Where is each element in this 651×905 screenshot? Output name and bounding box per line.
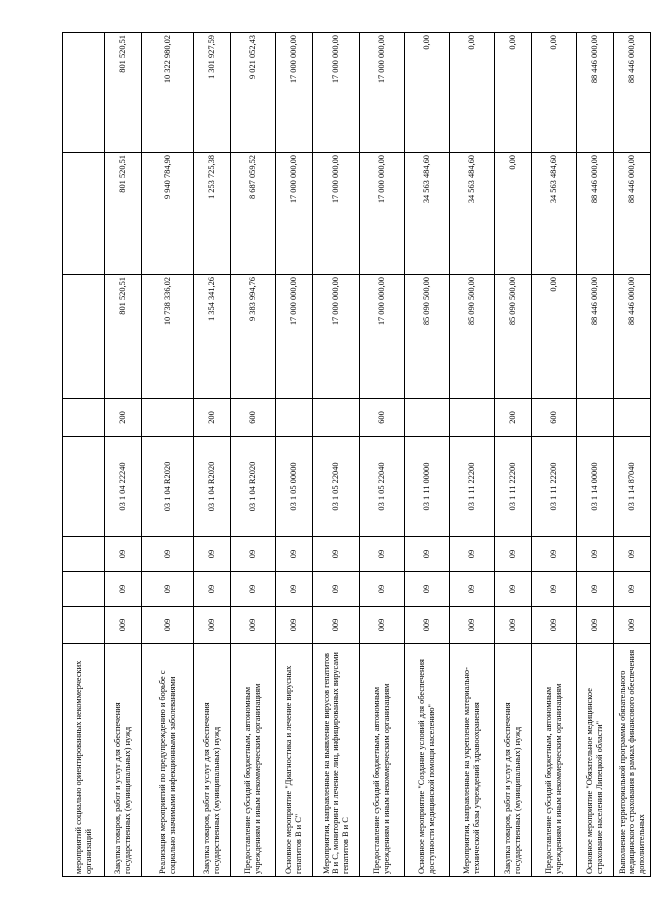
amount-year2-cell: 34 563 484,60 <box>405 153 450 275</box>
podrazdel-cell: 09 <box>360 537 405 572</box>
amount-year2-cell: 17 000 000,00 <box>276 153 313 275</box>
target-article-cell: 03 1 04 R2020 <box>231 437 276 537</box>
expense-type-cell <box>142 399 194 437</box>
target-article-cell <box>63 437 105 537</box>
table-row <box>360 33 405 877</box>
row-name-cell: Выполнение территориальной программы обязательного медицинского страхования в рамках финансового обеспечения дополнительных <box>614 644 651 877</box>
razdel-cell: 09 <box>194 572 231 607</box>
expense-type-cell <box>276 399 313 437</box>
razdel-cell: 09 <box>313 572 360 607</box>
amount-year1-cell: 1 354 341,26 <box>194 275 231 399</box>
amount-year2-cell: 34 563 484,60 <box>532 153 577 275</box>
row-name-cell: Основное мероприятие "Создание условий для обеспечения доступности медицинской помощи населению" <box>405 644 450 877</box>
podrazdel-cell: 09 <box>614 537 651 572</box>
row-name-cell: мероприятий социально ориентированных некоммерческих организаций <box>63 644 105 877</box>
row-name-cell: Предоставление субсидий бюджетным, автономным учреждениям и иным некоммерческим организациям <box>231 644 276 877</box>
grbs-cell: 009 <box>614 607 651 644</box>
amount-year2-cell: 0,00 <box>495 153 532 275</box>
table-row <box>450 33 495 877</box>
amount-year2-cell: 8 687 059,52 <box>231 153 276 275</box>
table-row <box>63 33 105 877</box>
razdel-cell: 09 <box>360 572 405 607</box>
amount-year1-cell: 17 000 000,00 <box>276 275 313 399</box>
expense-type-cell: 600 <box>360 399 405 437</box>
row-name-cell: Мероприятия, направленные на укрепление материально-технической базы учреждений здравоохранения <box>450 644 495 877</box>
target-article-cell: 03 1 14 87040 <box>614 437 651 537</box>
expense-type-cell <box>313 399 360 437</box>
table-row <box>313 33 360 877</box>
amount-year2-cell: 17 000 000,00 <box>360 153 405 275</box>
podrazdel-cell: 09 <box>142 537 194 572</box>
grbs-cell: 009 <box>313 607 360 644</box>
amount-year3-cell: 17 000 000,00 <box>276 33 313 153</box>
amount-year3-cell <box>63 33 105 153</box>
podrazdel-cell: 09 <box>577 537 614 572</box>
amount-year3-cell: 0,00 <box>495 33 532 153</box>
target-article-cell: 03 1 04 22240 <box>105 437 142 537</box>
target-article-cell: 03 1 11 22200 <box>495 437 532 537</box>
razdel-cell: 09 <box>142 572 194 607</box>
expense-type-cell: 200 <box>194 399 231 437</box>
amount-year1-cell: 85 090 500,00 <box>405 275 450 399</box>
amount-year2-cell: 9 940 784,90 <box>142 153 194 275</box>
target-article-cell: 03 1 11 22200 <box>450 437 495 537</box>
amount-year3-cell: 88 446 000,00 <box>614 33 651 153</box>
amount-year1-cell: 9 383 994,76 <box>231 275 276 399</box>
expense-type-cell: 200 <box>105 399 142 437</box>
expense-type-cell <box>614 399 651 437</box>
grbs-cell: 009 <box>276 607 313 644</box>
table-row <box>614 33 651 877</box>
expense-type-cell: 200 <box>495 399 532 437</box>
amount-year1-cell: 85 090 500,00 <box>495 275 532 399</box>
grbs-cell: 009 <box>142 607 194 644</box>
amount-year3-cell: 0,00 <box>450 33 495 153</box>
table-row <box>231 33 276 877</box>
row-name-cell: Основное мероприятие "Обязательное медицинское страхование населения Липецкой области" <box>577 644 614 877</box>
row-name-cell: Закупка товаров, работ и услуг для обеспечения государственных (муниципальных) нужд <box>105 644 142 877</box>
grbs-cell: 009 <box>405 607 450 644</box>
razdel-cell: 09 <box>614 572 651 607</box>
podrazdel-cell: 09 <box>313 537 360 572</box>
grbs-cell: 009 <box>105 607 142 644</box>
grbs-cell <box>63 607 105 644</box>
budget-table <box>62 32 651 877</box>
target-article-cell: 03 1 05 22040 <box>360 437 405 537</box>
row-name-cell: Основное мероприятие "Диагностика и лечение вирусных гепатитов В и С" <box>276 644 313 877</box>
expense-type-cell: 600 <box>532 399 577 437</box>
razdel-cell: 09 <box>105 572 142 607</box>
target-article-cell: 03 1 11 00000 <box>405 437 450 537</box>
amount-year2-cell: 88 446 000,00 <box>614 153 651 275</box>
table-row <box>142 33 194 877</box>
amount-year1-cell: 85 090 500,00 <box>450 275 495 399</box>
amount-year2-cell: 34 563 484,60 <box>450 153 495 275</box>
grbs-cell: 009 <box>360 607 405 644</box>
table-body <box>63 33 651 877</box>
razdel-cell: 09 <box>450 572 495 607</box>
target-article-cell: 03 1 05 22040 <box>313 437 360 537</box>
podrazdel-cell: 09 <box>495 537 532 572</box>
grbs-cell: 009 <box>577 607 614 644</box>
amount-year3-cell: 17 000 000,00 <box>313 33 360 153</box>
expense-type-cell <box>405 399 450 437</box>
target-article-cell: 03 1 05 00000 <box>276 437 313 537</box>
table-row <box>276 33 313 877</box>
amount-year2-cell: 17 000 000,00 <box>313 153 360 275</box>
grbs-cell: 009 <box>450 607 495 644</box>
amount-year3-cell: 17 000 000,00 <box>360 33 405 153</box>
target-article-cell: 03 1 04 R2020 <box>142 437 194 537</box>
table-row <box>577 33 614 877</box>
expense-type-cell <box>577 399 614 437</box>
rotated-page <box>62 33 646 877</box>
razdel-cell: 09 <box>405 572 450 607</box>
row-name-cell: Закупка товаров, работ и услуг для обеспечения государственных (муниципальных) нужд <box>194 644 231 877</box>
target-article-cell: 03 1 11 22200 <box>532 437 577 537</box>
expense-type-cell <box>450 399 495 437</box>
podrazdel-cell: 09 <box>105 537 142 572</box>
table-row <box>532 33 577 877</box>
razdel-cell: 09 <box>495 572 532 607</box>
row-name-cell: Предоставление субсидий бюджетным, автономным учреждениям и иным некоммерческим организациям <box>360 644 405 877</box>
amount-year2-cell: 88 446 000,00 <box>577 153 614 275</box>
amount-year1-cell: 17 000 000,00 <box>360 275 405 399</box>
razdel-cell: 09 <box>577 572 614 607</box>
amount-year3-cell: 88 446 000,00 <box>577 33 614 153</box>
podrazdel-cell <box>63 537 105 572</box>
expense-type-cell: 600 <box>231 399 276 437</box>
podrazdel-cell: 09 <box>405 537 450 572</box>
amount-year3-cell: 10 322 980,02 <box>142 33 194 153</box>
amount-year3-cell: 9 021 052,43 <box>231 33 276 153</box>
row-name-cell: Мероприятия, направленные на выявление вирусов гепатитов В и С, мониторинг и лечение лиц, инфицированных вирусами гепатитов В и С <box>313 644 360 877</box>
row-name-cell: Реализация мероприятий по предупреждению и борьбе с социально значимыми инфекционными заболеваниями <box>142 644 194 877</box>
amount-year3-cell: 0,00 <box>532 33 577 153</box>
razdel-cell: 09 <box>231 572 276 607</box>
grbs-cell: 009 <box>231 607 276 644</box>
table-row <box>194 33 231 877</box>
table-row <box>405 33 450 877</box>
amount-year2-cell: 801 520,51 <box>105 153 142 275</box>
amount-year3-cell: 0,00 <box>405 33 450 153</box>
grbs-cell: 009 <box>194 607 231 644</box>
grbs-cell: 009 <box>532 607 577 644</box>
podrazdel-cell: 09 <box>450 537 495 572</box>
amount-year1-cell: 88 446 000,00 <box>577 275 614 399</box>
target-article-cell: 03 1 14 00000 <box>577 437 614 537</box>
podrazdel-cell: 09 <box>532 537 577 572</box>
amount-year2-cell <box>63 153 105 275</box>
amount-year1-cell: 88 446 000,00 <box>614 275 651 399</box>
row-name-cell: Предоставление субсидий бюджетным, автономным учреждениям и иным некоммерческим организациям <box>532 644 577 877</box>
table-row <box>495 33 532 877</box>
target-article-cell: 03 1 04 R2020 <box>194 437 231 537</box>
podrazdel-cell: 09 <box>231 537 276 572</box>
podrazdel-cell: 09 <box>194 537 231 572</box>
razdel-cell <box>63 572 105 607</box>
grbs-cell: 009 <box>495 607 532 644</box>
amount-year3-cell: 1 301 927,59 <box>194 33 231 153</box>
row-name-cell: Закупка товаров, работ и услуг для обеспечения государственных (муниципальных) нужд <box>495 644 532 877</box>
amount-year1-cell: 17 000 000,00 <box>313 275 360 399</box>
amount-year3-cell: 801 520,51 <box>105 33 142 153</box>
amount-year1-cell: 0,00 <box>532 275 577 399</box>
amount-year2-cell: 1 253 725,38 <box>194 153 231 275</box>
amount-year1-cell <box>63 275 105 399</box>
podrazdel-cell: 09 <box>276 537 313 572</box>
expense-type-cell <box>63 399 105 437</box>
razdel-cell: 09 <box>532 572 577 607</box>
table-row <box>105 33 142 877</box>
amount-year1-cell: 10 738 336,02 <box>142 275 194 399</box>
amount-year1-cell: 801 520,51 <box>105 275 142 399</box>
razdel-cell: 09 <box>276 572 313 607</box>
